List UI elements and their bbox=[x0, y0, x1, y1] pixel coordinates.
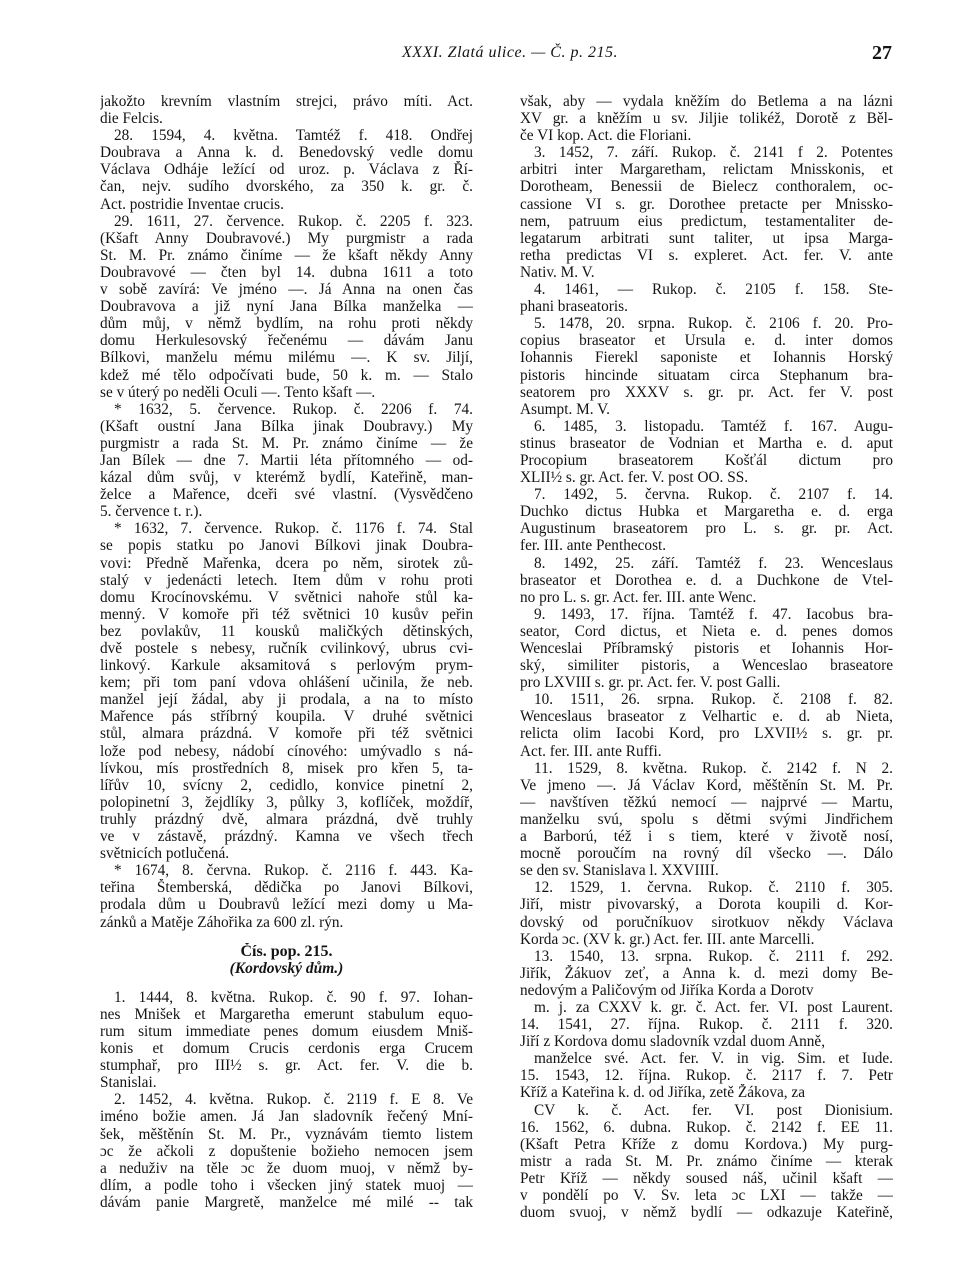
right-text-line: 6. 1485, 3. listopadu. Tamtéž f. 167. Augu- bbox=[534, 417, 893, 435]
left-text-line: * 1632, 5. července. Rukop. č. 2206 f. 74. bbox=[114, 400, 473, 418]
right-text-line: — navštíven těžkú nemocí — najprvé — Martu, bbox=[520, 793, 893, 811]
right-text-line: pro LXVIII s. gr. pr. Act. fer. V. post Galli. bbox=[520, 674, 781, 692]
right-text-line: a Barború, též i s tiem, které v životě nosí, bbox=[520, 828, 893, 846]
right-text-line: no pro L. s. gr. Act. fer. III. ante Wenc. bbox=[520, 588, 757, 606]
right-text-line: Kříž a Kateřina k. d. od Jiříka, zetě Žákova, za bbox=[520, 1084, 805, 1102]
left-text-line: jakožto krevním vlastním strejci, právo míti. Act. bbox=[100, 93, 473, 110]
right-text-line: 14. 1541, 27. října. Rukop. č. 2111 f. 320. bbox=[520, 1016, 893, 1034]
right-text-line: mistr a rada St. M. Pr. známo činíme — kterak bbox=[520, 1152, 893, 1170]
left-text-line: v sobě zavírá: Ve jméno —. Já Anna na onen čas bbox=[100, 281, 473, 299]
right-text-line: 15. 1543, 12. října. Rukop. č. 2117 f. 7. Petr bbox=[520, 1067, 893, 1085]
section-subheading: (Kordovský dům.) bbox=[229, 959, 344, 977]
right-text-line: arbitri inter Margaretham, relictam Mnisskonis, et bbox=[520, 161, 893, 179]
right-text-line: Augustinum braseatorem pro L. s. gr. pr. Act. bbox=[520, 520, 893, 538]
right-text-line: Asumpt. M. V. bbox=[520, 400, 610, 418]
right-text-line: mocně poroučím na rovný díl všecko —. Dálo bbox=[520, 845, 893, 863]
left-text-line: * 1674, 8. června. Rukop. č. 2116 f. 443. Ka- bbox=[114, 862, 473, 880]
left-text-line: stůl, almara prázdná. V komoře při též světnici bbox=[100, 725, 473, 743]
left-text-line: 1. 1444, 8. května. Rukop. č. 90 f. 97. Iohan- bbox=[114, 988, 473, 1006]
running-head: XXXI. Zlatá ulice. — Č. p. 215. bbox=[402, 44, 618, 61]
page-number: 27 bbox=[872, 42, 892, 64]
left-text-line: a neduživ na těle ɔc že duom muoj, v němž by- bbox=[100, 1159, 473, 1177]
right-text-line: však, aby — vydala kněžím do Betlema a na lázni bbox=[520, 93, 893, 110]
right-text-line: nedovým a Paličovým od Jiříka Korda a Dorotv bbox=[520, 981, 814, 999]
right-text-line: Nativ. M. V. bbox=[520, 263, 595, 281]
left-text-line: (Kšaft oustní Jana Bílka jinak Doubravy.) My bbox=[100, 417, 473, 435]
left-text-line: rum situm immediate penes domum eiusdem Mniš- bbox=[100, 1022, 473, 1040]
left-text-line: polopinetní 3, žejdlíky 3, půlky 3, koflíček, moždíř, bbox=[100, 793, 473, 811]
left-text-line: Václava Odháje ležící od uroz. p. Václava z Ří- bbox=[100, 161, 473, 179]
left-text-line: Doubravové — čten byl 14. dubna 1611 a toto bbox=[100, 263, 473, 281]
left-text-line: teřina Štemberská, dědička po Janovi Bílkovi, bbox=[100, 879, 473, 897]
right-text-line: pistoris hincinde situatam circa Stephanum bra- bbox=[520, 366, 893, 384]
left-text-line: domu Herkulesovský řečenému — dávám Janu bbox=[100, 332, 473, 350]
right-text-line: nem, patruum eius predictum, testamentaliter de- bbox=[520, 212, 893, 230]
right-text-line: se den sv. Stanislava l. XXVIIII. bbox=[520, 862, 719, 880]
left-text-line: Jan Bílek — dne 7. Martii léta přítomného — od- bbox=[100, 451, 473, 469]
left-text-line: purgmistr a rada St. M. Pr. známo činíme — že bbox=[100, 434, 473, 452]
left-text-line: lože pod nebesy, nádobí cínového: umývadlo s ná- bbox=[100, 742, 473, 760]
left-text-line: Act. postridie Inventae crucis. bbox=[100, 195, 284, 213]
left-text-line: iméno božie amen. Já Jan sladovník řečený Mní- bbox=[100, 1108, 473, 1126]
right-text-line: Act. fer. III. ante Ruffi. bbox=[520, 742, 662, 760]
left-text-line: prodala dům u Doubravů ležící mezi domy u Ma- bbox=[100, 896, 473, 914]
right-text-line: stinus braseator de Vodnian et Martha e. d. aput bbox=[520, 434, 893, 452]
left-text-line: * 1632, 7. července. Rukop. č. 1176 f. 74. Stal bbox=[114, 520, 473, 538]
right-text-line: XLII½ s. gr. Act. fer. V. post OO. SS. bbox=[520, 469, 749, 487]
right-text-line: 12. 1529, 1. června. Rukop. č. 2110 f. 305. bbox=[534, 879, 893, 897]
right-text-line: Ve jmeno —. Já Václav Kord, měštěnín St. M. Pr. bbox=[520, 776, 893, 794]
left-text-line: 2. 1452, 4. května. Rukop. č. 2119 f. E 8. Ve bbox=[114, 1091, 473, 1109]
left-text-line: ɔc že ačkoli z dopuštenie božieho nemocen jsem bbox=[100, 1142, 473, 1160]
left-text-line: konis et domum Crucis cerdonis erga Crucem bbox=[100, 1040, 473, 1058]
left-text-line: truhly prázdný dvě, almara prázdná, dvě truhly bbox=[100, 810, 473, 828]
left-text-line: vovi: Předně Mařenka, dcera po něm, sirotek zů- bbox=[100, 554, 473, 572]
right-text-line: Jiří, mistr pivovarský, a Dorota koupili d. Kor- bbox=[520, 896, 893, 914]
right-text-line: cassione VI s. gr. Dorothee pretacte per Mnissko- bbox=[520, 195, 893, 213]
left-text-line: 28. 1594, 4. května. Tamtéž f. 418. Ondřej bbox=[114, 127, 473, 145]
left-text-line: Doubrava a Anna k. d. Benedovský vedle domu bbox=[100, 144, 473, 162]
left-column bbox=[100, 93, 473, 1211]
right-text-line: 3. 1452, 7. září. Rukop. č. 2141 f 2. Potentes bbox=[534, 144, 893, 162]
right-text-line: XV gr. a kněžím u sv. Jiljie tolikéž, Dorotě z Běl- bbox=[520, 110, 893, 128]
left-text-line: linkový. Karkule aksamitová s perlovým prym- bbox=[100, 657, 473, 675]
right-text-line: 11. 1529, 8. května. Rukop. č. 2142 f. N 2. bbox=[534, 759, 893, 777]
right-text-line: phani braseatoris. bbox=[520, 298, 628, 316]
right-text-line: fer. III. ante Penthecost. bbox=[520, 537, 667, 555]
left-text-line: kem; při tom paní vdova ohlášení učinila, že neb. bbox=[100, 674, 473, 692]
left-text-line: se popis statku po Janovi Bílkovi jinak Doubra- bbox=[100, 537, 473, 555]
left-text-line: Mařence pás stříbrný koupila. V druhé světnici bbox=[100, 708, 473, 726]
left-text-line: kdež mé tělo odpočívati bude, 50 k. m. — Stalo bbox=[100, 366, 473, 384]
right-text-line: m. j. za CXXV k. gr. č. Act. fer. VI. post Laurent. bbox=[534, 998, 893, 1016]
right-text-line: copius braseator et Ursula e. d. inter domos bbox=[520, 332, 893, 350]
right-text-line: Wenceslaus braseator z Velhartic e. d. ab Nieta, bbox=[520, 708, 893, 726]
right-text-line: Dorotheam, Benessii de Bielecz conthoralem, oc- bbox=[520, 178, 893, 196]
right-column bbox=[520, 93, 893, 1221]
right-text-line: 7. 1492, 5. června. Rukop. č. 2107 f. 14. bbox=[534, 486, 893, 504]
right-text-line: CV k. č. Act. fer. VI. post Dionisium. bbox=[534, 1101, 893, 1119]
right-text-line: Petr Kříž — někdy soused náš, učinil kšaft — bbox=[520, 1169, 893, 1187]
left-text-line: manžel její žádal, aby ji prodala, a na to místo bbox=[100, 691, 473, 709]
left-text-line: dávám panie Margretě, manželce mé milé -- tak bbox=[100, 1193, 473, 1211]
left-text-line: kázal dům svůj, v kterémž bydlí, Kateřině, man- bbox=[100, 469, 473, 487]
right-text-line: duom svuoj, v němž bydlí — odkazuje Kateřině, bbox=[520, 1204, 893, 1222]
right-text-line: v pondělí po V. Sv. leta ɔc LXI — takže — bbox=[520, 1187, 893, 1204]
left-text-line: stumphař, pro III½ s. gr. Act. fer. V. die b. bbox=[100, 1057, 473, 1075]
right-text-line: 5. 1478, 20. srpna. Rukop. č. 2106 f. 20. Pro- bbox=[534, 315, 893, 333]
left-text-line: dvě postele s nebesy, ručník cvilinkový, ubrus cvi- bbox=[100, 640, 473, 657]
right-text-line: braseator et Dorothea e. d. a Duchkone de Vtel- bbox=[520, 571, 893, 589]
right-text-line: seatorem pro XXXV s. gr. pr. Act. fer V. post bbox=[520, 383, 893, 401]
right-text-line: ský, similiter pistoris, a Wenceslao braseatore bbox=[520, 657, 893, 675]
left-text-line: domu Krocínovskému. V světnici nahoře stůl ka- bbox=[100, 588, 473, 606]
left-text-line: bez povlakův, 11 kousků maličkých dětinských, bbox=[100, 622, 473, 640]
section-gap bbox=[100, 977, 473, 989]
right-text-line: Iohannis Fierekl saponiste et Iohannis Horský bbox=[520, 349, 893, 367]
section-heading: Čís. pop. 215. bbox=[240, 942, 333, 960]
left-text-line: Bílkovi, manželu mému milému —. K sv. Jiljí, bbox=[100, 349, 473, 367]
right-text-line: (Kšaft Petra Kříže z domu Kordova.) My purg- bbox=[520, 1135, 893, 1153]
left-text-line: stalý v jedenácti letech. Item dům v rohu proti bbox=[100, 571, 473, 589]
left-text-line: zánků a Matěje Záhořika za 600 zl. rýn. bbox=[100, 913, 344, 931]
section-gap bbox=[100, 931, 473, 943]
left-text-line: menný. V komoře při též světnici 10 kusův peřin bbox=[100, 605, 473, 623]
right-text-line: 8. 1492, 25. září. Tamtéž f. 23. Wenceslaus bbox=[534, 554, 893, 572]
left-text-line: Stanislai. bbox=[100, 1074, 157, 1092]
right-text-line: manželku svú, spolu s dětmi svými Jindřichem bbox=[520, 810, 893, 828]
left-text-line: die Felcis. bbox=[100, 110, 163, 128]
right-text-line: 10. 1511, 26. srpna. Rukop. č. 2108 f. 82. bbox=[534, 691, 893, 709]
right-text-line: Jiří z Kordova domu sladovník vzdal duom Anně, bbox=[520, 1033, 826, 1051]
right-text-line: dovský od poručníkuov sirotkuov někdy Václava bbox=[520, 913, 893, 931]
left-text-line: lířův 10, svícny 2, cedidlo, konvice pinetní 2, bbox=[100, 776, 473, 794]
left-text-line: (Kšaft Anny Doubravové.) My purgmistr a rada bbox=[100, 229, 473, 247]
left-text-line: ve v zástavě, prázdný. Kamna ve všech třech bbox=[100, 828, 473, 846]
left-text-line: Doubravova a již nyní Jana Bílka manželka — bbox=[100, 298, 473, 316]
right-text-line: 16. 1562, 6. dubna. Rukop. č. 2142 f. EE 11. bbox=[520, 1118, 893, 1136]
left-text-line: dlím, a podle toho i všecken jiný statek muoj — bbox=[100, 1176, 473, 1194]
left-text-line: 29. 1611, 27. července. Rukop. č. 2205 f. 323. bbox=[114, 212, 473, 230]
right-text-line: Jiřík, Žákuov zeť, a Anna k. d. mezi domy Be- bbox=[520, 964, 893, 982]
right-text-line: 13. 1540, 13. srpna. Rukop. č. 2111 f. 292. bbox=[534, 947, 893, 965]
left-text-line: čan, nejv. sudího dvorského, za 350 k. gr. č. bbox=[100, 178, 473, 196]
left-text-line: se v úterý po neděli Oculi —. Tento kšaft —. bbox=[100, 383, 376, 401]
right-text-line: Duchko dictus Hubka et Margaretha e. d. erga bbox=[520, 503, 893, 521]
right-text-line: legatarum arbitrati sunt taliter, ut ipsa Marga- bbox=[520, 229, 893, 247]
right-text-line: seator, Cord dictus, et Nieta e. d. penes domos bbox=[520, 622, 893, 640]
right-text-line: Wenceslai Příbramský pistoris et Iohannis Hor- bbox=[520, 640, 893, 657]
left-text-line: nes Mnišek et Margaretha emerunt stabulum equo- bbox=[100, 1005, 473, 1023]
left-text-line: šek, měštěnín St. M. Pr., vyznávám tiemto listem bbox=[100, 1125, 473, 1143]
right-text-line: retha predictas VI s. expleret. Act. fer. V. ante bbox=[520, 246, 893, 264]
right-text-line: če VI kop. Act. die Floriani. bbox=[520, 127, 692, 145]
left-text-line: lívkou, mís prostředních 8, misek pro křen 5, ta- bbox=[100, 759, 473, 777]
right-text-line: 4. 1461, — Rukop. č. 2105 f. 158. Ste- bbox=[534, 281, 893, 299]
right-text-line: manželce své. Act. fer. V. in vig. Sim. et Iude. bbox=[534, 1050, 893, 1068]
left-text-line: St. M. Pr. známo činíme — že kšaft někdy Anny bbox=[100, 246, 473, 264]
left-text-line: želce a Mařence, dceři své vlastní. (Vysvědčeno bbox=[100, 486, 473, 504]
right-text-line: 9. 1493, 17. října. Tamtéž f. 47. Iacobus bra- bbox=[534, 605, 893, 623]
right-text-line: Procopium braseatorem Košťál dictum pro bbox=[520, 451, 893, 469]
left-text-line: dům můj, v němž bydlím, na rohu proti někdy bbox=[100, 315, 473, 333]
left-text-line: světnicích potlučená. bbox=[100, 845, 230, 863]
right-text-line: Korda ɔc. (XV k. gr.) Act. fer. III. ante Marcelli. bbox=[520, 930, 815, 948]
left-text-line: 5. července t. r.). bbox=[100, 503, 203, 521]
right-text-line: relicta olim Iacobi Kord, pro LXVII½ s. gr. pr. bbox=[520, 725, 893, 743]
